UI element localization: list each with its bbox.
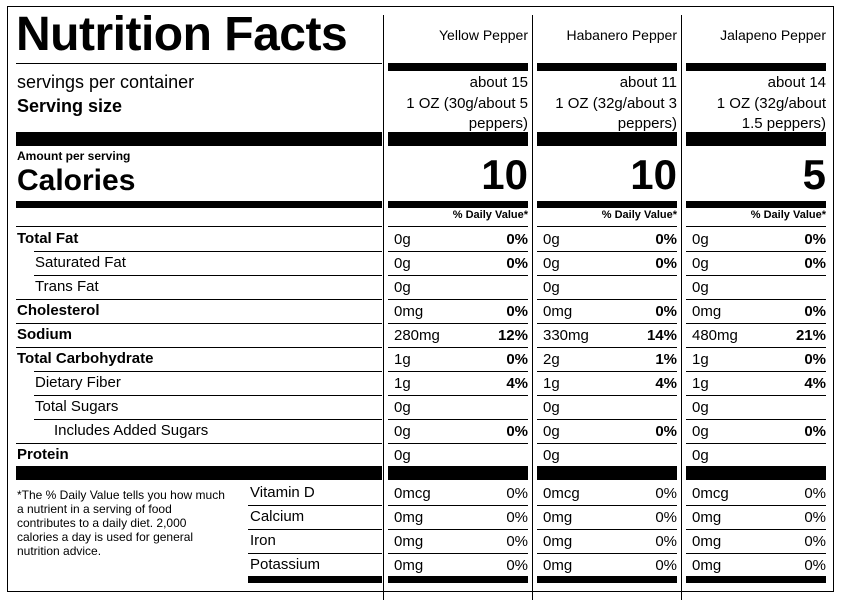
column-vitamin-rule [537,505,677,506]
vitamin-dv: 0% [506,557,528,574]
nutrient-amount: 0g [692,447,709,464]
column-divider-1 [383,15,384,600]
vitamin-label: Vitamin D [250,484,315,501]
vitamin-rule [248,529,382,530]
nutrient-label: Protein [17,446,69,463]
nutrient-dv: 0% [506,351,528,368]
serving-size-value-2: peppers) [617,115,677,132]
vitamin-amount: 0mg [543,509,573,526]
nutrient-amount: 0g [692,255,709,272]
nutrient-dv: 0% [506,231,528,248]
nutrient-amount: 0g [692,423,709,440]
nutrient-label: Trans Fat [35,278,99,295]
nutrient-amount: 0g [543,231,560,248]
thick-rule-top-left [16,132,382,146]
calories-value: 5 [802,151,826,198]
nutrient-amount: 0g [543,399,560,416]
vitamin-amount: 0mcg [692,485,729,502]
serving-size-value-2: 1.5 peppers) [741,115,826,132]
calories-value: 10 [481,151,528,198]
nutrient-dv: 0% [804,303,826,320]
serving-size-value: 1 OZ (32g/about 3 [555,95,677,112]
vitamin-rule [248,553,382,554]
column-row-rule [388,251,528,252]
nutrient-amount: 0g [394,231,411,248]
vitamin-dv: 0% [506,533,528,550]
column-row-rule [537,347,677,348]
column-thick-rule-bottom [686,466,826,480]
row-rule [34,419,382,420]
nutrient-amount: 0mg [543,303,573,320]
servings-value: about 14 [767,74,826,91]
vitamin-dv: 0% [655,557,677,574]
nutrient-amount: 0g [394,447,411,464]
column-row-rule [388,347,528,348]
nutrient-amount: 0mg [394,303,424,320]
column-dv-rule [686,226,826,227]
column-row-rule [686,323,826,324]
nutrient-label: Cholesterol [17,302,100,319]
servings-value: about 15 [469,74,528,91]
column-bottom-rule [537,576,677,583]
column-thick-rule [686,132,826,146]
column-thick-rule-top [686,63,826,71]
nutrient-amount: 0g [394,423,411,440]
vitamin-dv: 0% [804,557,826,574]
row-rule [16,299,382,300]
vitamin-amount: 0mg [394,557,424,574]
vitamin-dv: 0% [506,509,528,526]
footnote-line: a nutrient in a serving of food [17,502,172,516]
vitamin-dv: 0% [655,485,677,502]
nutrient-label: Sodium [17,326,72,343]
column-row-rule [686,251,826,252]
nutrient-dv: 0% [506,303,528,320]
nutrient-amount: 330mg [543,327,589,344]
column-row-rule [537,275,677,276]
nutrient-dv: 21% [795,327,826,344]
nutrient-dv: 0% [655,303,677,320]
nutrient-dv: 12% [497,327,528,344]
title-rule [16,63,382,64]
column-row-rule [686,275,826,276]
column-row-rule [388,419,528,420]
dv-header: % Daily Value* [601,209,677,221]
calories-label: Calories [17,164,136,197]
column-vitamin-rule [686,529,826,530]
column-row-rule [686,395,826,396]
vitamin-dv: 0% [655,533,677,550]
column-row-rule [537,299,677,300]
row-rule [34,371,382,372]
column-name: Habanero Pepper [566,27,677,43]
calories-value: 10 [630,151,677,198]
nutrient-amount: 0g [692,279,709,296]
column-row-rule [388,323,528,324]
footnote-line: nutrition advice. [17,544,102,558]
column-thick-rule-top [537,63,677,71]
vitamin-label: Potassium [250,556,321,573]
column-vitamin-rule [537,529,677,530]
nutrient-label: Total Carbohydrate [17,350,154,367]
column-row-rule [537,395,677,396]
column-thick-rule [537,132,677,146]
dv-rule-left [16,226,382,227]
row-rule [16,323,382,324]
vitamin-amount: 0mg [543,533,573,550]
column-thick-rule-top [388,63,528,71]
nutrient-dv: 0% [804,351,826,368]
column-medium-rule [686,201,826,208]
nutrient-amount: 0g [543,423,560,440]
nutrient-dv: 4% [804,375,826,392]
column-thick-rule-bottom [388,466,528,480]
column-thick-rule [388,132,528,146]
nutrient-dv: 0% [804,255,826,272]
footnote-line: contributes to a daily diet. 2,000 [17,516,187,530]
column-thick-rule-bottom [537,466,677,480]
column-row-rule [537,443,677,444]
nutrient-amount: 1g [543,375,560,392]
vitamin-amount: 0mg [692,557,722,574]
vitamin-dv: 0% [804,533,826,550]
column-row-rule [388,371,528,372]
nutrient-amount: 1g [692,375,709,392]
nutrient-label: Total Fat [17,230,79,247]
column-medium-rule [537,201,677,208]
vitamin-amount: 0mcg [543,485,580,502]
column-row-rule [686,347,826,348]
vitamin-label: Calcium [250,508,305,525]
dv-header: % Daily Value* [452,209,528,221]
nutrient-dv: 4% [506,375,528,392]
servings-label: servings per container [17,72,195,92]
column-vitamin-rule [388,553,528,554]
nutrient-label: Total Sugars [35,398,119,415]
column-row-rule [686,299,826,300]
nutrient-amount: 1g [692,351,709,368]
servings-value: about 11 [619,74,677,91]
dv-header: % Daily Value* [750,209,826,221]
column-vitamin-rule [537,553,677,554]
nutrient-dv: 1% [655,351,677,368]
nutrient-amount: 0g [543,255,560,272]
nutrient-amount: 0g [543,447,560,464]
vitamin-rule [248,505,382,506]
nutrient-amount: 1g [394,375,411,392]
column-medium-rule [388,201,528,208]
column-vitamin-rule [388,505,528,506]
nutrient-amount: 0g [394,255,411,272]
nutrient-dv: 0% [655,423,677,440]
serving-size-value: 1 OZ (30g/about 5 [406,95,528,112]
vitamin-amount: 0mg [394,509,424,526]
nutrient-amount: 0g [692,399,709,416]
nutrient-amount: 0g [394,279,411,296]
nutrient-label: Dietary Fiber [35,374,121,391]
nutrient-dv: 0% [655,255,677,272]
row-rule [16,443,382,444]
serving-size-value-2: peppers) [468,115,528,132]
vitamin-amount: 0mg [394,533,424,550]
column-row-rule [537,371,677,372]
nutrient-amount: 2g [543,351,560,368]
row-rule [34,275,382,276]
nutrient-dv: 0% [506,255,528,272]
nutrient-dv: 0% [804,231,826,248]
row-rule [16,347,382,348]
vitamin-amount: 0mcg [394,485,431,502]
vitamin-label: Iron [250,532,276,549]
nutrient-dv: 0% [655,231,677,248]
row-rule [34,251,382,252]
column-row-rule [686,371,826,372]
nutrient-amount: 1g [394,351,411,368]
column-vitamin-rule [686,553,826,554]
footnote-line: calories a day is used for general [17,530,194,544]
nutrient-amount: 0mg [692,303,722,320]
nutrient-label: Includes Added Sugars [54,422,209,439]
nutrient-dv: 0% [506,423,528,440]
vitamin-amount: 0mg [692,533,722,550]
vitamin-dv: 0% [804,485,826,502]
nutrient-label: Saturated Fat [35,254,126,271]
column-vitamin-rule [388,529,528,530]
nutrient-amount: 0g [692,231,709,248]
column-row-rule [537,251,677,252]
bottom-rule-left [248,576,382,583]
vitamin-amount: 0mg [543,557,573,574]
nutrient-amount: 280mg [394,327,440,344]
column-name: Yellow Pepper [439,27,528,43]
vitamin-dv: 0% [655,509,677,526]
vitamin-dv: 0% [506,485,528,502]
medium-rule-left [16,201,382,208]
amount-per-serving: Amount per serving [17,149,131,163]
row-rule [34,395,382,396]
label-title: Nutrition Facts [16,8,348,61]
column-divider-2 [532,15,533,600]
column-row-rule [686,419,826,420]
serving-size-label: Serving size [17,96,123,116]
column-bottom-rule [388,576,528,583]
column-row-rule [537,419,677,420]
vitamin-dv: 0% [804,509,826,526]
serving-size-value: 1 OZ (32g/about [716,95,826,112]
column-dv-rule [388,226,528,227]
column-row-rule [388,299,528,300]
column-row-rule [388,443,528,444]
nutrient-dv: 14% [646,327,677,344]
column-row-rule [686,443,826,444]
column-row-rule [388,275,528,276]
column-row-rule [537,323,677,324]
column-dv-rule [537,226,677,227]
column-row-rule [388,395,528,396]
nutrient-amount: 0g [394,399,411,416]
nutrient-amount: 480mg [692,327,738,344]
column-name: Jalapeno Pepper [720,27,826,43]
thick-rule-bottom-left [16,466,382,480]
nutrient-dv: 0% [804,423,826,440]
nutrient-dv: 4% [655,375,677,392]
column-bottom-rule [686,576,826,583]
nutrient-amount: 0g [543,279,560,296]
footnote-line: *The % Daily Value tells you how much [17,488,225,502]
vitamin-amount: 0mg [692,509,722,526]
column-vitamin-rule [686,505,826,506]
column-divider-3 [681,15,682,600]
